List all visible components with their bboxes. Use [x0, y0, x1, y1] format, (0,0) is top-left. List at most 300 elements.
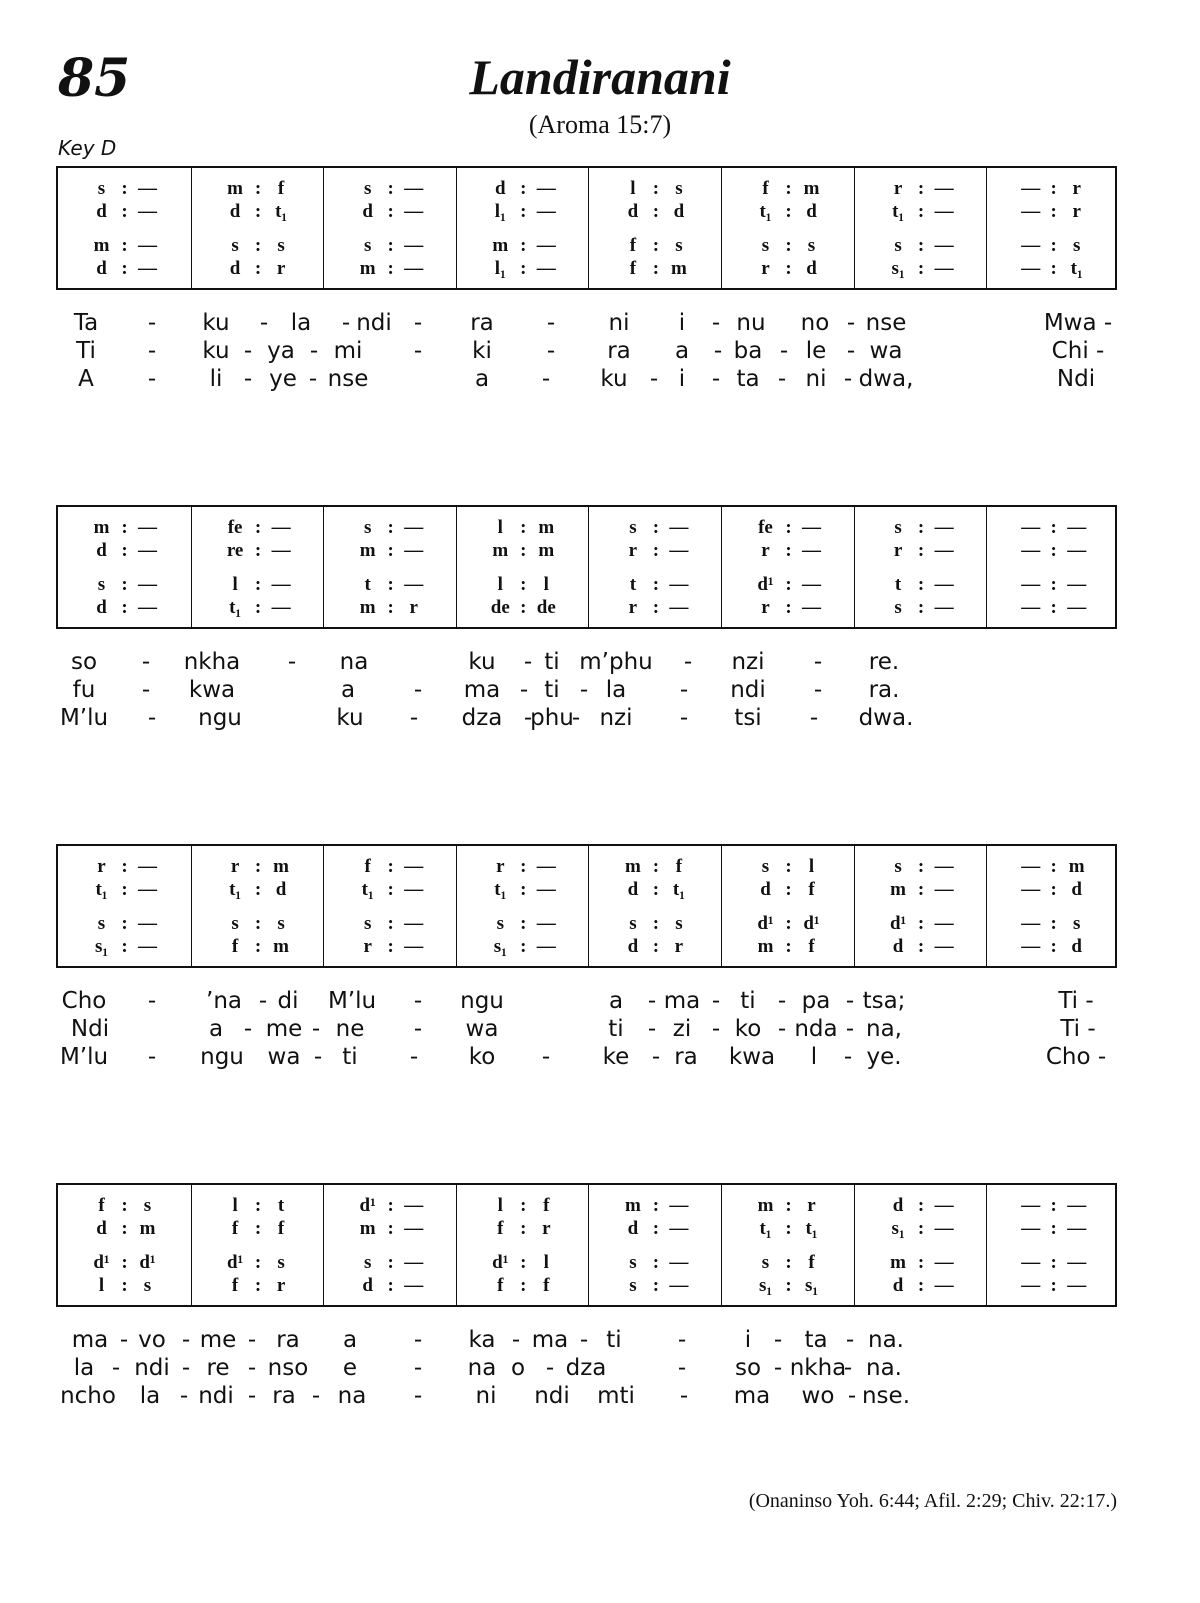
lyric-syllable: ra: [470, 310, 494, 336]
note-beat-2: —: [271, 517, 291, 538]
note-beat-1: —: [1021, 856, 1041, 877]
measure: [854, 507, 987, 627]
syllable-hyphen: -: [773, 1355, 783, 1381]
note-beat-1: s: [761, 1252, 770, 1273]
note-beat-1: —: [1021, 258, 1041, 279]
note-beat-2: f: [675, 856, 683, 877]
note-beat-1: d: [892, 936, 904, 957]
measure: [456, 846, 589, 966]
note-beat-1: m: [359, 258, 376, 279]
note-beat-1: r: [761, 540, 770, 561]
note-beat-2: —: [404, 201, 424, 222]
beat-separator: :: [121, 913, 128, 934]
note-beat-2: —: [1067, 540, 1087, 561]
measure: [986, 1185, 1119, 1305]
note-beat-2: —: [138, 574, 157, 595]
note-beat-1: s: [231, 235, 239, 256]
note-beat-1: d¹: [757, 913, 774, 934]
bass-notes: [722, 936, 855, 958]
beat-separator: :: [387, 913, 394, 934]
lyric-syllable: ba: [733, 338, 763, 364]
bass-notes: [457, 1275, 590, 1297]
lyric-syllable: na: [339, 649, 369, 675]
beat-separator: :: [121, 258, 128, 279]
beat-separator: :: [387, 1218, 394, 1239]
lyric-syllable: wa: [267, 1044, 301, 1070]
syllable-hyphen: -: [247, 1383, 257, 1409]
syllable-hyphen: -: [247, 1355, 257, 1381]
measure: [323, 846, 456, 966]
syllable-hyphen: -: [243, 366, 253, 392]
note-beat-1: r: [761, 597, 770, 618]
beat-separator: :: [652, 856, 660, 877]
note-beat-1: s: [629, 913, 637, 934]
note-beat-2: l: [543, 1252, 549, 1273]
lyric-syllable: a: [608, 988, 624, 1014]
measure: [191, 846, 324, 966]
note-beat-1: t₁: [494, 879, 507, 900]
note-beat-1: —: [1021, 1218, 1041, 1239]
note-beat-1: l₁: [494, 258, 506, 279]
syllable-hyphen: -: [647, 1016, 657, 1042]
note-beat-2: s: [277, 913, 285, 934]
lyric-syllable: na: [467, 1355, 497, 1381]
beat-separator: :: [785, 1195, 792, 1216]
lyric-syllable: ti: [544, 677, 560, 703]
note-beat-1: r: [893, 178, 903, 199]
syllable-hyphen: -: [777, 988, 787, 1014]
beat-separator: :: [254, 517, 262, 538]
beat-separator: :: [121, 936, 128, 957]
syllable-hyphen: -: [119, 1327, 129, 1353]
beat-separator: :: [1050, 574, 1057, 595]
note-beat-2: m: [273, 856, 289, 877]
alto-notes: [987, 879, 1120, 901]
lyric-syllable: na: [337, 1383, 367, 1409]
note-beat-2: —: [802, 574, 821, 595]
note-beat-2: —: [404, 1195, 424, 1216]
lyric-syllable: ye.: [866, 1044, 902, 1070]
note-beat-2: —: [271, 574, 291, 595]
beat-separator: :: [121, 178, 128, 199]
note-beat-1: f: [98, 1195, 105, 1216]
measure: [588, 846, 721, 966]
syllable-hyphen: -: [843, 366, 853, 392]
beat-separator: :: [652, 1252, 660, 1273]
note-beat-2: —: [404, 540, 424, 561]
note-beat-2: r: [276, 258, 286, 279]
syllable-hyphen: -: [845, 1327, 855, 1353]
bass-notes: [192, 258, 325, 280]
note-beat-1: d: [96, 540, 107, 561]
note-beat-1: d: [96, 597, 107, 618]
beat-separator: :: [520, 540, 527, 561]
soprano-notes: [855, 178, 988, 200]
note-beat-2: —: [1067, 1195, 1087, 1216]
bass-notes: [192, 1275, 325, 1297]
tenor-notes: [589, 235, 722, 257]
note-beat-1: d: [627, 936, 639, 957]
syllable-hyphen: -: [147, 1044, 157, 1070]
beat-separator: :: [520, 879, 527, 900]
lyric-syllable: li: [209, 366, 223, 392]
measure: [456, 507, 589, 627]
alto-notes: [58, 540, 191, 562]
note-beat-1: m: [757, 1195, 774, 1216]
alto-notes: [457, 201, 590, 223]
alto-notes: [324, 540, 457, 562]
lyric-syllable: ra: [276, 1327, 300, 1353]
lyric-syllable: a: [340, 677, 356, 703]
beat-separator: :: [520, 258, 527, 279]
note-beat-2: —: [404, 517, 424, 538]
syllable-hyphen: -: [511, 1327, 521, 1353]
syllable-hyphen: -: [287, 649, 297, 675]
syllable-hyphen: -: [413, 1016, 423, 1042]
soprano-notes: [722, 856, 855, 878]
note-beat-2: t₁: [1070, 258, 1083, 279]
note-beat-2: s: [807, 235, 816, 256]
alto-notes: [722, 540, 855, 562]
lyric-verse-1: [56, 649, 1117, 677]
note-beat-2: —: [536, 879, 556, 900]
beat-separator: :: [387, 574, 394, 595]
lyric-syllable: m’phu: [579, 649, 653, 675]
note-beat-1: r: [628, 597, 638, 618]
note-beat-2: m: [139, 1218, 156, 1239]
note-beat-1: r: [230, 856, 240, 877]
lyric-syllable: nkha: [183, 649, 241, 675]
syllable-hyphen: -: [777, 1016, 787, 1042]
note-beat-2: —: [138, 597, 157, 618]
beat-separator: :: [254, 258, 262, 279]
syllable-hyphen: -: [147, 366, 157, 392]
beat-separator: :: [520, 856, 527, 877]
tenor-notes: [324, 1252, 457, 1274]
measure: [588, 168, 721, 288]
note-beat-1: s₁: [891, 258, 905, 279]
syllable-hyphen: -: [247, 1327, 257, 1353]
lyric-verse-3: [56, 366, 1117, 394]
lyric-syllable: Ti -: [1058, 988, 1094, 1014]
alto-notes: [589, 879, 722, 901]
lyric-syllable: ra: [674, 1044, 698, 1070]
note-beat-1: d¹: [226, 1252, 244, 1273]
note-beat-1: s: [97, 574, 106, 595]
lyric-syllable: A: [78, 366, 94, 392]
note-beat-1: m: [359, 597, 376, 618]
note-beat-2: d: [1071, 879, 1082, 900]
measure: [986, 846, 1119, 966]
soprano-notes: [589, 517, 722, 539]
note-beat-1: —: [1021, 879, 1041, 900]
beat-separator: :: [1050, 1195, 1057, 1216]
syllable-hyphen: -: [243, 1016, 253, 1042]
beat-separator: :: [1050, 235, 1057, 256]
note-beat-1: f: [762, 178, 769, 199]
alto-notes: [855, 540, 988, 562]
measure: [588, 507, 721, 627]
bass-notes: [192, 597, 325, 619]
lyric-syllable: ma: [463, 677, 501, 703]
note-beat-2: t₁: [805, 1218, 818, 1239]
note-beat-2: s: [143, 1275, 152, 1296]
syllable-hyphen: -: [259, 310, 269, 336]
lyric-syllable: ta: [736, 366, 760, 392]
note-beat-2: —: [934, 856, 954, 877]
syllable-hyphen: -: [679, 1383, 689, 1409]
note-beat-2: —: [669, 540, 689, 561]
beat-separator: :: [121, 201, 128, 222]
syllable-hyphen: -: [679, 705, 689, 731]
beat-separator: :: [917, 178, 925, 199]
syllable-hyphen: -: [409, 705, 419, 731]
bass-notes: [855, 1275, 988, 1297]
soprano-notes: [457, 178, 590, 200]
note-beat-2: —: [404, 936, 424, 957]
bass-notes: [58, 1275, 191, 1297]
note-beat-1: f: [629, 235, 637, 256]
syllable-hyphen: -: [546, 310, 556, 336]
lyric-syllable: nse: [865, 310, 907, 336]
soprano-notes: [192, 178, 325, 200]
note-beat-2: —: [934, 597, 954, 618]
beat-separator: :: [652, 235, 660, 256]
lyric-syllable: ya: [267, 338, 295, 364]
note-beat-2: —: [536, 235, 556, 256]
alto-notes: [58, 1218, 191, 1240]
syllable-hyphen: -: [779, 338, 789, 364]
note-beat-2: —: [404, 1275, 424, 1296]
note-beat-2: —: [404, 856, 424, 877]
note-beat-1: s: [97, 913, 106, 934]
syllable-hyphen: -: [147, 310, 157, 336]
syllable-hyphen: -: [647, 988, 657, 1014]
beat-separator: :: [387, 1195, 394, 1216]
alto-notes: [855, 201, 988, 223]
bass-notes: [987, 1275, 1120, 1297]
soprano-notes: [58, 1195, 191, 1217]
alto-notes: [324, 879, 457, 901]
lyric-syllable: l: [810, 1044, 818, 1070]
syllable-hyphen: -: [579, 1327, 589, 1353]
measure: [456, 1185, 589, 1305]
alto-notes: [192, 540, 325, 562]
note-beat-1: r: [761, 258, 770, 279]
lyric-syllable: ndi: [198, 1383, 234, 1409]
note-beat-2: —: [669, 1195, 689, 1216]
bass-notes: [987, 258, 1120, 280]
syllable-hyphen: -: [308, 366, 318, 392]
bass-notes: [324, 258, 457, 280]
tenor-notes: [855, 235, 988, 257]
lyric-syllable: ra: [607, 338, 631, 364]
beat-separator: :: [785, 178, 792, 199]
note-beat-1: s: [363, 1252, 372, 1273]
syllable-hyphen: -: [651, 1044, 661, 1070]
lyric-syllable: dza: [461, 705, 503, 731]
lyric-verse-2: [56, 677, 1117, 705]
measure: [721, 846, 854, 966]
syllable-hyphen: -: [711, 366, 721, 392]
note-beat-2: l: [808, 856, 815, 877]
lyric-syllable: nzi: [599, 705, 633, 731]
staff-system: [56, 844, 1117, 968]
note-beat-1: f: [364, 856, 371, 877]
note-beat-2: —: [1067, 1252, 1087, 1273]
beat-separator: :: [917, 597, 925, 618]
tenor-notes: [987, 235, 1120, 257]
lyric-syllable: ti: [342, 1044, 358, 1070]
lyric-syllable: ngu: [198, 705, 242, 731]
lyric-syllable: ke: [602, 1044, 630, 1070]
note-beat-2: —: [934, 201, 954, 222]
soprano-notes: [457, 1195, 590, 1217]
beat-separator: :: [917, 1195, 925, 1216]
note-beat-1: d: [627, 201, 639, 222]
lyric-syllable: phu: [530, 705, 574, 731]
note-beat-2: —: [934, 235, 954, 256]
alto-notes: [58, 879, 191, 901]
beat-separator: :: [652, 540, 660, 561]
soprano-notes: [192, 517, 325, 539]
note-beat-2: t: [277, 1195, 285, 1216]
note-beat-1: s: [629, 517, 637, 538]
note-beat-1: m: [359, 1218, 376, 1239]
lyric-syllable: ko: [468, 1044, 496, 1070]
note-beat-2: —: [271, 540, 291, 561]
beat-separator: :: [652, 574, 660, 595]
syllable-hyphen: -: [523, 649, 533, 675]
alto-notes: [987, 201, 1120, 223]
measure: [721, 168, 854, 288]
beat-separator: :: [1050, 540, 1057, 561]
syllable-hyphen: -: [545, 1355, 555, 1381]
note-beat-2: m: [1068, 856, 1085, 877]
lyric-syllable: ne: [335, 1016, 365, 1042]
beat-separator: :: [1050, 856, 1057, 877]
lyric-syllable: fu: [72, 677, 96, 703]
beat-separator: :: [1050, 879, 1057, 900]
lyric-verse-1: [56, 988, 1117, 1016]
note-beat-1: r: [97, 856, 106, 877]
bass-notes: [855, 258, 988, 280]
tenor-notes: [722, 574, 855, 596]
lyric-syllable: nzi: [731, 649, 765, 675]
lyric-syllable: Ti: [76, 338, 96, 364]
note-beat-2: —: [934, 574, 954, 595]
lyric-syllable: wa: [465, 1016, 499, 1042]
syllable-hyphen: -: [311, 1383, 321, 1409]
beat-separator: :: [387, 178, 394, 199]
note-beat-2: —: [934, 879, 954, 900]
note-beat-1: s₁: [758, 1275, 773, 1296]
syllable-hyphen: -: [523, 705, 533, 731]
measure: [191, 507, 324, 627]
note-beat-1: re: [226, 540, 244, 561]
alto-notes: [722, 879, 855, 901]
bass-notes: [987, 597, 1120, 619]
measure: [323, 168, 456, 288]
lyric-verse-1: [56, 310, 1117, 338]
syllable-hyphen: -: [147, 338, 157, 364]
lyric-syllable: ni: [805, 366, 827, 392]
note-beat-2: —: [802, 540, 821, 561]
note-beat-2: —: [536, 913, 556, 934]
beat-separator: :: [254, 1218, 262, 1239]
beat-separator: :: [1050, 178, 1057, 199]
lyric-syllable: ki: [472, 338, 492, 364]
bass-notes: [589, 1275, 722, 1297]
alto-notes: [457, 540, 590, 562]
alto-notes: [192, 1218, 325, 1240]
soprano-notes: [324, 517, 457, 539]
note-beat-2: d: [806, 201, 817, 222]
lyric-syllable: ra.: [868, 677, 900, 703]
note-beat-2: —: [669, 517, 689, 538]
beat-separator: :: [785, 879, 792, 900]
syllable-hyphen: -: [413, 1327, 423, 1353]
lyric-syllable: nse: [327, 366, 369, 392]
syllable-hyphen: -: [649, 366, 659, 392]
beat-separator: :: [917, 235, 925, 256]
tenor-notes: [855, 574, 988, 596]
note-beat-2: s: [1072, 913, 1081, 934]
note-beat-2: f: [543, 1275, 550, 1296]
note-beat-2: —: [934, 913, 954, 934]
lyric-syllable: M’lu: [59, 705, 109, 731]
staff-system: [56, 505, 1117, 629]
beat-separator: :: [785, 540, 792, 561]
beat-separator: :: [652, 913, 660, 934]
syllable-hyphen: -: [413, 1355, 423, 1381]
lyric-syllable: na.: [866, 1355, 902, 1381]
note-beat-2: —: [669, 1275, 689, 1296]
note-beat-2: r: [1072, 201, 1081, 222]
note-beat-2: —: [404, 879, 424, 900]
lyric-syllable: ndi: [730, 677, 766, 703]
note-beat-1: m: [93, 235, 110, 256]
beat-separator: :: [652, 201, 660, 222]
note-beat-2: d: [1071, 936, 1082, 957]
note-beat-1: —: [1021, 1252, 1041, 1273]
alto-notes: [722, 201, 855, 223]
note-beat-1: fe: [758, 517, 773, 538]
note-beat-2: t₁: [672, 879, 685, 900]
syllable-hyphen: -: [711, 988, 721, 1014]
soprano-notes: [58, 856, 191, 878]
lyric-syllable: nse.: [861, 1383, 911, 1409]
note-beat-2: m: [538, 517, 555, 538]
syllable-hyphen: -: [847, 1383, 857, 1409]
beat-separator: :: [785, 597, 792, 618]
note-beat-2: f: [808, 879, 815, 900]
syllable-hyphen: -: [341, 310, 351, 336]
note-beat-2: s: [277, 235, 285, 256]
soprano-notes: [722, 1195, 855, 1217]
lyric-syllable: nkha: [789, 1355, 847, 1381]
lyric-syllable: ni: [475, 1383, 497, 1409]
beat-separator: :: [652, 936, 660, 957]
soprano-notes: [987, 1195, 1120, 1217]
syllable-hyphen: -: [677, 1327, 687, 1353]
note-beat-1: s: [231, 913, 239, 934]
syllable-hyphen: -: [413, 988, 423, 1014]
syllable-hyphen: -: [111, 1355, 121, 1381]
lyric-verse-3: [56, 1383, 1117, 1411]
beat-separator: :: [254, 540, 262, 561]
note-beat-1: t: [364, 574, 371, 595]
